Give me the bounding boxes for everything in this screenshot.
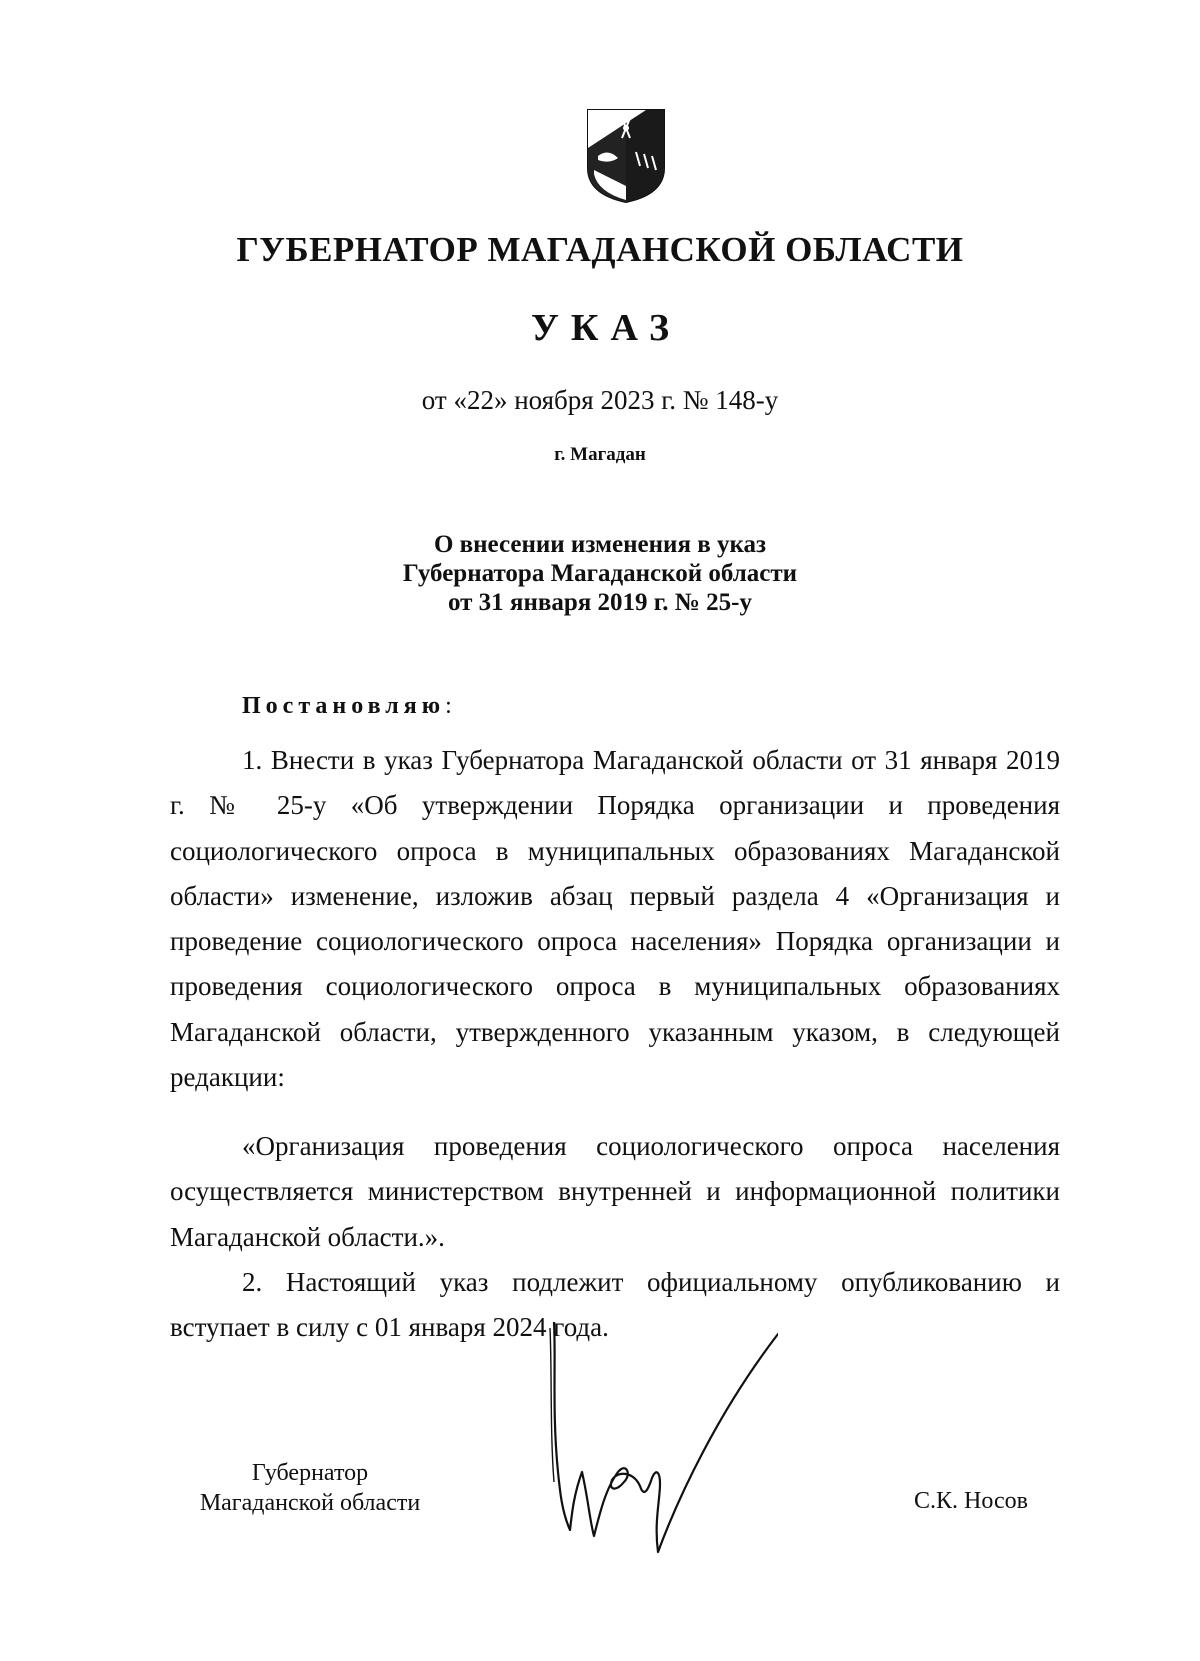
- decree-subject: [0, 530, 1200, 617]
- document-type-title: УКАЗ: [531, 307, 681, 349]
- decree-place: г. Магадан: [554, 444, 646, 465]
- signatory-position: [180, 1458, 440, 1518]
- decree-date-number: от «22» ноября 2023 г. № 148-у: [421, 385, 779, 415]
- body-paragraph: 1. Внести в указ Губернатора Магаданской области от 31 января 2019 г. № 25-у «Об утверждении Порядка организации и проведения социологического опроса в муниципальных образованиях Магаданской области» изменение, изложив абзац первый раздела 4 «Организация и проведение социологического опроса населения» Порядка организации и проведения социологического опроса в муниципальных образованиях Магаданской области, утвержденного указанным указом, в следующей редакции:: [170, 745, 1060, 1093]
- paragraph-quote-block: [170, 1124, 1060, 1260]
- document-authority-title: ГУБЕРНАТОР МАГАДАНСКОЙ ОБЛАСТИ: [236, 230, 964, 269]
- paragraph-1-block: [170, 738, 1060, 1100]
- handwritten-signature-icon: [548, 1322, 778, 1562]
- signatory-name: С.К. Носов: [914, 1488, 1028, 1514]
- body-paragraph: «Организация проведения социологического опроса населения осуществляется министерством внутренней и информационной политики Магаданской области.».: [170, 1131, 1060, 1252]
- preamble-colon: :: [445, 693, 452, 719]
- decree-subject-line: от 31 января 2019 г. № 25-у: [447, 589, 753, 616]
- decree-subject-line: О внесении изменения в указ: [433, 531, 767, 558]
- decree-subject-line: Губернатора Магаданской области: [402, 560, 798, 587]
- signatory-position-line: Губернатор: [251, 1460, 369, 1486]
- signatory-position-line: Магаданской области: [199, 1490, 421, 1516]
- coat-of-arms-icon: [586, 108, 666, 204]
- preamble-word: Постановляю: [242, 693, 446, 719]
- body-paragraph: 2. Настоящий указ подлежит официальному опубликованию и вступает в силу с 01 января 2024 года.: [170, 1267, 1060, 1343]
- preamble: [242, 693, 452, 720]
